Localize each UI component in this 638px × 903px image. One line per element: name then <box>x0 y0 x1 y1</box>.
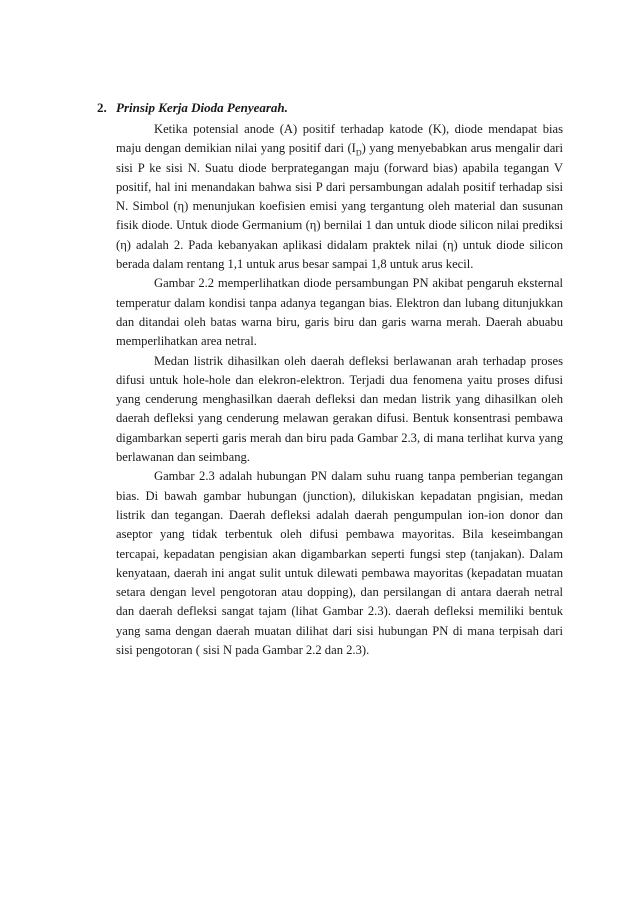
paragraph-2: Gambar 2.2 memperlihatkan diode persambungan PN akibat pengaruh eksternal temperatur dalam kondisi tanpa adanya tegangan bias. Elektron dan lubang ditunjukkan dan ditandai oleh batas warna biru, garis biru dan garis warna merah. Daerah abuabu memperlihatkan area netral. <box>116 276 563 349</box>
paragraph-1 <box>116 120 563 274</box>
paragraph-4: Gambar 2.3 adalah hubungan PN dalam suhu ruang tanpa pemberian tegangan bias. Di bawah gambar hubungan (junction), dilukiskan kepadatan pngisian, medan listrik dan tegangan. Daerah defleksi adalah daerah pengumpulan ion-ion donor dan aseptor yang tidak terbentuk oleh difusi pembawa mayoritas. Bila keseimbangan tercapai, kepadatan pengisian akan digambarkan seperti fungsi step (tanjakan). Dalam kenyataan, daerah ini angat sulit untuk dilewati pembawa mayoritas (kepadatan muatan setara dengan level pengotoran atau dopping), dan persilangan di antara daerah netral dan daerah defleksi sangat tajam (lihat Gambar 2.3). daerah defleksi memiliki bentuk yang sama dengan daerah muatan dilihat dari sisi hubungan PN di mana terpisah dari sisi pengotoran ( sisi N pada Gambar 2.2 dan 2.3). <box>116 469 563 658</box>
paragraph-3: Medan listrik dihasilkan oleh daerah defleksi berlawanan arah terhadap proses difusi untuk hole-hole dan elekron-elektron. Terjadi dua fenomena yaitu proses difusi yang cenderung menghasilkan daerah defleksi dan medan listrik yang dihasilkan oleh daerah defleksi yang cenderung melawan gerakan difusi. Bentuk konsentrasi pembawa digambarkan seperti garis merah dan biru pada Gambar 2.3, di mana terlihat kurva yang berlawanan dan seimbang. <box>116 353 563 465</box>
section-number: 2. <box>97 100 107 115</box>
section-title: Prinsip Kerja Dioda Penyearah. <box>116 100 288 115</box>
paragraph-1-text-start: Ketika potensial anode (A) positif terhadap katode (K), diode mendapat bias maju dengan demikian nilai yang positif dari (I <box>116 122 563 156</box>
section-heading <box>97 98 563 117</box>
section-prinsip-kerja <box>97 98 563 660</box>
subscript-d: D <box>355 148 362 158</box>
paragraph-1-text-end: ) yang menyebabkan arus mengalir dari sisi P ke sisi N. Suatu diode berprategangan maju (forward bias) apabila tegangan V positif, hal ini menandakan bahwa sisi P dari persambungan adalah positif terhadap sisi N. Simbol (η) menunjukan koefisien emisi yang tergantung oleh material dan susunan fisik diode. Untuk diode Germanium (η) bernilai 1 dan untuk diode silicon nilai prediksi (η) adalah 2. Pada kebanyakan aplikasi didalam praktek nilai (η) untuk diode silicon berada dalam rentang 1,1 untuk arus besar sampai 1,8 untuk arus kecil. <box>116 141 563 272</box>
section-body <box>116 120 563 660</box>
